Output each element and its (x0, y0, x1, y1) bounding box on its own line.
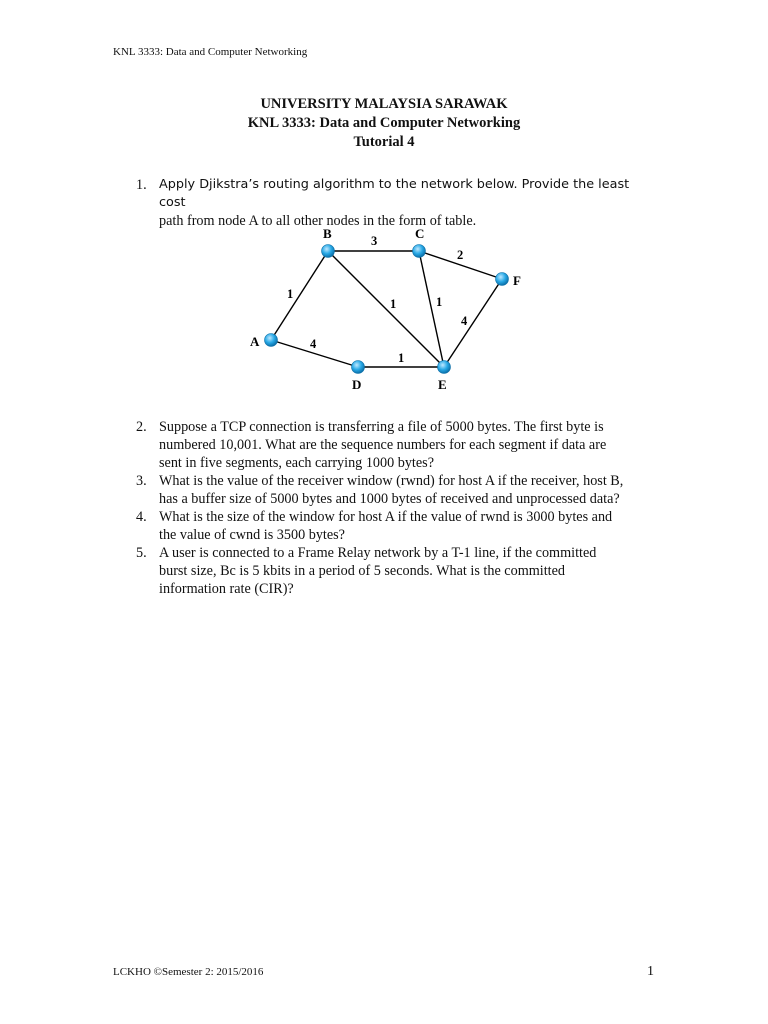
node-f (496, 273, 509, 286)
node-label-c: C (415, 226, 425, 241)
node-c (413, 245, 426, 258)
question-text-line: the value of cwnd is 3500 bytes? (159, 527, 345, 543)
question-text-line: information rate (CIR)? (159, 581, 294, 597)
node-label-a: A (250, 334, 260, 349)
tutorial-title: Tutorial 4 (353, 134, 415, 150)
question-number: 4. (136, 509, 147, 525)
page-number: 1 (647, 964, 654, 979)
node-b (322, 245, 335, 258)
weight-b-e: 1 (390, 297, 397, 311)
question-text-line: What is the value of the receiver window (rwnd) for host A if the receiver, host B, (159, 473, 624, 489)
node-label-d: D (352, 377, 362, 392)
weight-b-c: 3 (371, 234, 378, 248)
course-title: KNL 3333: Data and Computer Networking (247, 115, 521, 131)
edge-b-e (328, 251, 444, 367)
weight-c-e: 1 (436, 295, 443, 309)
question-text-line: path from node A to all other nodes in the form of table. (159, 213, 477, 229)
question-text-line: Apply Djikstra’s routing algorithm to the network below. Provide the least cost (159, 177, 630, 210)
network-graph (240, 222, 540, 402)
node-e (438, 361, 451, 374)
question-number: 1. (136, 177, 147, 193)
node-label-f: F (513, 273, 521, 288)
edge-c-e (419, 251, 444, 367)
node-d (352, 361, 365, 374)
question-number: 2. (136, 419, 147, 435)
university-title: UNIVERSITY MALAYSIA SARAWAK (260, 96, 508, 112)
question-text-line: What is the size of the window for host A if the value of rwnd is 3000 bytes and (159, 509, 613, 525)
question-text-line: has a buffer size of 5000 bytes and 1000 bytes of received and unprocessed data? (159, 491, 620, 507)
question-number: 5. (136, 545, 147, 561)
weight-e-f: 4 (461, 314, 468, 328)
node-label-e: E (438, 377, 447, 392)
question-text-line: sent in five segments, each carrying 1000 bytes? (159, 455, 434, 471)
question-number: 3. (136, 473, 147, 489)
weight-a-d: 4 (310, 337, 317, 351)
question-text-line: Suppose a TCP connection is transferring a file of 5000 bytes. The first byte is (159, 419, 604, 435)
running-header: KNL 3333: Data and Computer Networking (113, 46, 308, 58)
question-text-line: A user is connected to a Frame Relay network by a T-1 line, if the committed (159, 545, 597, 561)
edge-a-b (271, 251, 328, 340)
question-text-line: numbered 10,001. What are the sequence numbers for each segment if data are (159, 437, 607, 453)
node-a (265, 334, 278, 347)
question-text-line: burst size, Bc is 5 kbits in a period of 5 seconds. What is the committed (159, 563, 565, 579)
weight-d-e: 1 (398, 351, 405, 365)
weight-c-f: 2 (457, 248, 464, 262)
node-label-b: B (323, 226, 332, 241)
weight-a-b: 1 (287, 287, 294, 301)
edge-e-f (444, 279, 502, 367)
footer-copyright: LCKHO ©Semester 2: 2015/2016 (113, 966, 264, 978)
title-block (0, 95, 768, 152)
